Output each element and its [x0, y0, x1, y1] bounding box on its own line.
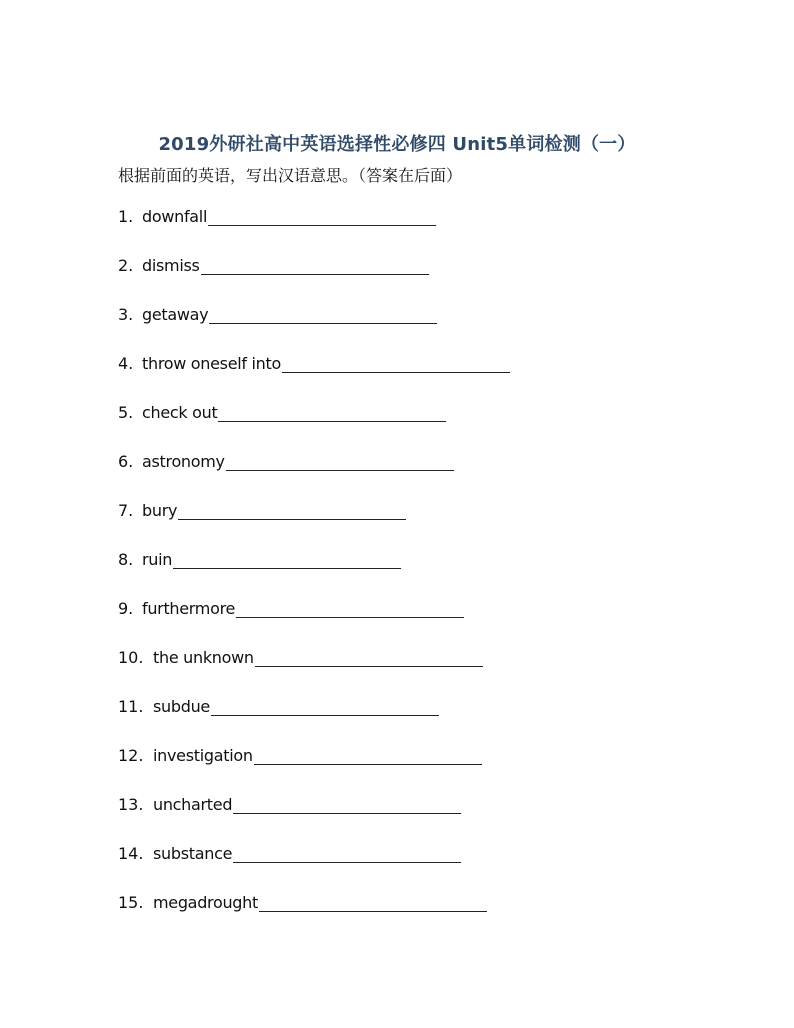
- item-number: 3.: [118, 305, 134, 324]
- answer-blank: [211, 696, 439, 716]
- list-item: [118, 451, 718, 500]
- list-item: [118, 255, 718, 304]
- answer-blank: [178, 500, 406, 520]
- list-item: [118, 598, 718, 647]
- list-item: [118, 206, 718, 255]
- answer-blank: [233, 843, 461, 863]
- list-item: [118, 892, 718, 941]
- item-word: check out: [142, 403, 218, 422]
- list-item: [118, 353, 718, 402]
- answer-blank: [236, 598, 464, 618]
- item-number: 6.: [118, 452, 134, 471]
- answer-blank: [282, 353, 510, 373]
- item-number: 5.: [118, 403, 134, 422]
- item-word: furthermore: [142, 599, 236, 618]
- list-item: [118, 304, 718, 353]
- answer-blank: [218, 402, 446, 422]
- item-word: subdue: [153, 697, 210, 716]
- item-word: substance: [153, 844, 233, 863]
- answer-blank: [226, 451, 454, 471]
- instruction-text: 根据前面的英语，写出汉语意思。（答案在后面）: [118, 166, 463, 185]
- answer-blank: [255, 647, 483, 667]
- answer-blank: [233, 794, 461, 814]
- list-item: [118, 794, 718, 843]
- list-item: [118, 549, 718, 598]
- answer-blank: [201, 255, 429, 275]
- list-item: [118, 500, 718, 549]
- item-number: 11.: [118, 697, 144, 716]
- answer-blank: [254, 745, 482, 765]
- item-number: 10.: [118, 648, 144, 667]
- answer-blank: [209, 304, 437, 324]
- item-number: 8.: [118, 550, 134, 569]
- item-number: 15.: [118, 893, 144, 912]
- item-word: astronomy: [142, 452, 225, 471]
- item-word: ruin: [142, 550, 173, 569]
- list-item: [118, 647, 718, 696]
- item-word: investigation: [153, 746, 253, 765]
- item-number: 9.: [118, 599, 134, 618]
- vocabulary-list: [118, 206, 718, 941]
- answer-blank: [208, 206, 436, 226]
- item-word: the unknown: [153, 648, 254, 667]
- page-title: 2019外研社高中英语选择性必修四 Unit5单词检测（一）: [158, 134, 636, 155]
- list-item: [118, 696, 718, 745]
- answer-blank: [173, 549, 401, 569]
- list-item: [118, 402, 718, 451]
- item-number: 14.: [118, 844, 144, 863]
- list-item: [118, 745, 718, 794]
- list-item: [118, 843, 718, 892]
- item-word: uncharted: [153, 795, 233, 814]
- item-number: 2.: [118, 256, 134, 275]
- item-number: 13.: [118, 795, 144, 814]
- item-word: bury: [142, 501, 178, 520]
- item-word: downfall: [142, 207, 208, 226]
- item-number: 12.: [118, 746, 144, 765]
- item-number: 4.: [118, 354, 134, 373]
- answer-blank: [259, 892, 487, 912]
- item-word: megadrought: [153, 893, 258, 912]
- item-word: throw oneself into: [142, 354, 281, 373]
- item-number: 7.: [118, 501, 134, 520]
- item-number: 1.: [118, 207, 134, 226]
- item-word: dismiss: [142, 256, 200, 275]
- item-word: getaway: [142, 305, 209, 324]
